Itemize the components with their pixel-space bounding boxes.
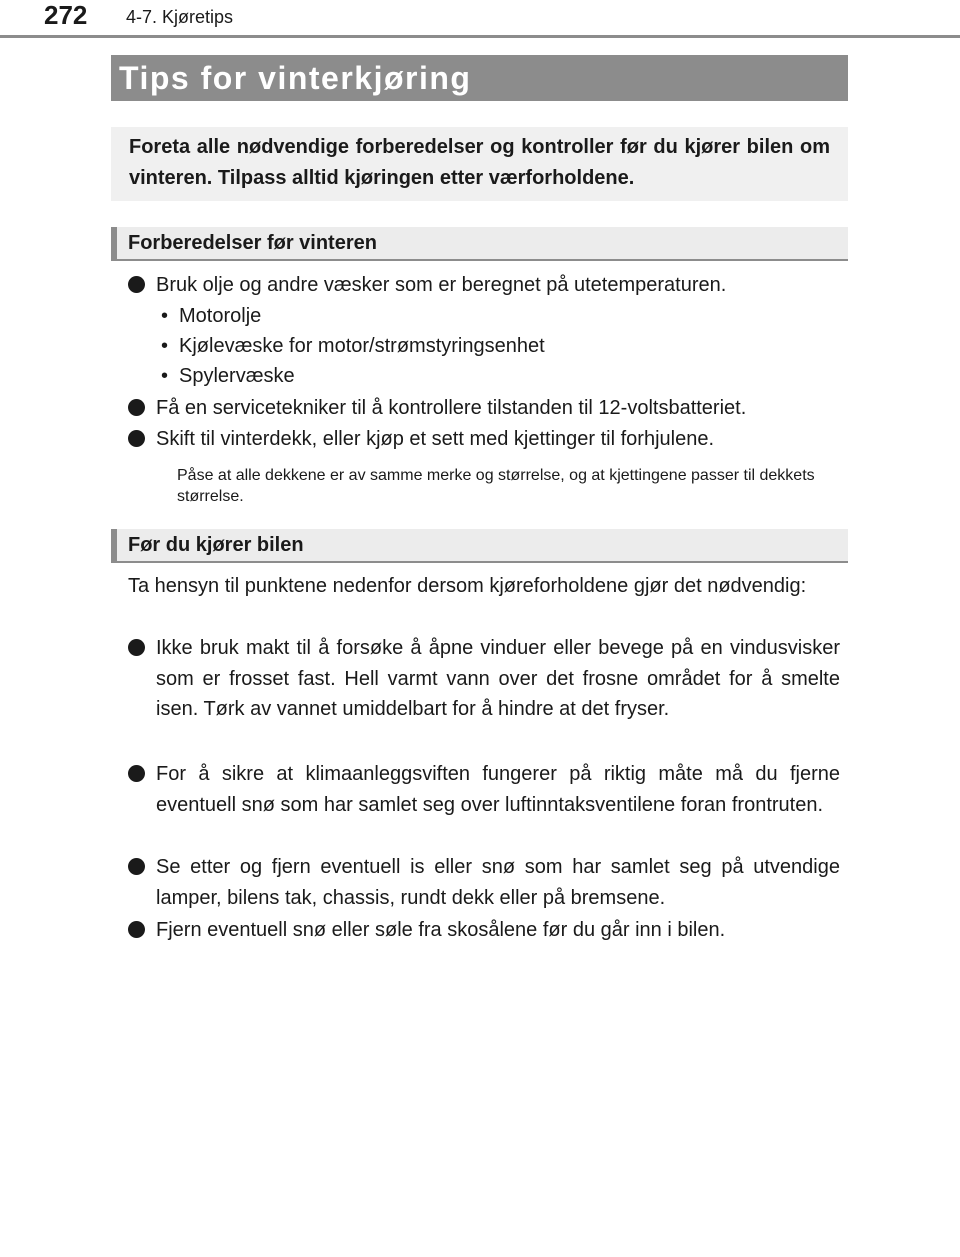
sub-bullet-icon: • bbox=[161, 305, 169, 327]
bullet-dot-icon bbox=[128, 921, 145, 938]
note-text: Påse at alle dekkene er av samme merke og størrelse, og at kjettingene passer til dekkets størrelse. bbox=[177, 467, 815, 505]
sub-list-item-text: Kjølevæske for motor/strømstyringsenhet bbox=[179, 335, 545, 357]
section-heading-before-driving bbox=[111, 529, 848, 563]
list-item-text: Fjern eventuell snø eller søle fra skosålene før du går inn i bilen. bbox=[156, 919, 726, 941]
bullet-dot-icon bbox=[128, 639, 145, 656]
list-item bbox=[128, 633, 840, 725]
bullet-dot-icon bbox=[128, 858, 145, 875]
list-item-text: Se etter og fjern eventuell is eller snø som har samlet seg på utvendige lamper, bilens tak, chassis, rundt dekk eller på bremsene. bbox=[156, 856, 840, 909]
sub-bullet-icon: • bbox=[161, 365, 169, 387]
list-item-text: Få en servicetekniker til å kontrollere tilstanden til 12-voltsbatteriet. bbox=[156, 397, 747, 419]
list-item-text: Skift til vinterdekk, eller kjøp et sett med kjettinger til forhjulene. bbox=[156, 428, 715, 450]
list-item-text: For å sikre at klimaanleggsviften fungerer på riktig måte må du fjerne eventuell snø som har samlet seg over luftinntaksventilene foran frontruten. bbox=[156, 763, 840, 816]
sub-list-item bbox=[161, 301, 261, 331]
bullet-dot-icon bbox=[128, 765, 145, 782]
list-item bbox=[128, 915, 840, 946]
section-intro: Ta hensyn til punktene nedenfor dersom kjøreforholdene gjør det nødvendig: bbox=[128, 575, 807, 597]
list-item bbox=[128, 852, 840, 913]
sub-list-item bbox=[161, 331, 545, 361]
list-item bbox=[128, 270, 840, 301]
list-item bbox=[128, 424, 840, 455]
list-item-text: Bruk olje og andre væsker som er beregnet på utetemperaturen. bbox=[156, 274, 727, 296]
sub-list-item bbox=[161, 361, 295, 391]
bullet-dot-icon bbox=[128, 399, 145, 416]
page-title: Tips for vinterkjøring bbox=[111, 55, 848, 101]
list-item-text: Ikke bruk makt til å forsøke å åpne vinduer eller bevege på en vindusvisker som er frosset fast. Hell varmt vann over det frosne området for å smelte isen. Tørk av vannet umiddelbart for å hindre at det fryser. bbox=[156, 637, 840, 720]
page-number: 272 bbox=[44, 0, 88, 30]
section-heading-label: Forberedelser før vinteren bbox=[128, 232, 377, 254]
bullet-dot-icon bbox=[128, 276, 145, 293]
bullet-dot-icon bbox=[128, 430, 145, 447]
sub-bullet-icon: • bbox=[161, 335, 169, 357]
list-item bbox=[128, 759, 840, 820]
header-rule bbox=[0, 35, 960, 38]
section-heading-label: Før du kjører bilen bbox=[128, 534, 304, 556]
intro-box: Foreta alle nødvendige forberedelser og kontroller før du kjører bilen om vinteren. Tilpass alltid kjøringen etter værforholdene. bbox=[111, 127, 848, 201]
running-header: 4-7. Kjøretips bbox=[126, 7, 234, 27]
sub-list-item-text: Spylervæske bbox=[179, 365, 295, 387]
sub-list-item-text: Motorolje bbox=[179, 305, 262, 327]
section-heading-preparations bbox=[111, 227, 848, 261]
list-item bbox=[128, 393, 840, 424]
section-heading-bar bbox=[111, 529, 117, 561]
section-heading-bar bbox=[111, 227, 117, 259]
